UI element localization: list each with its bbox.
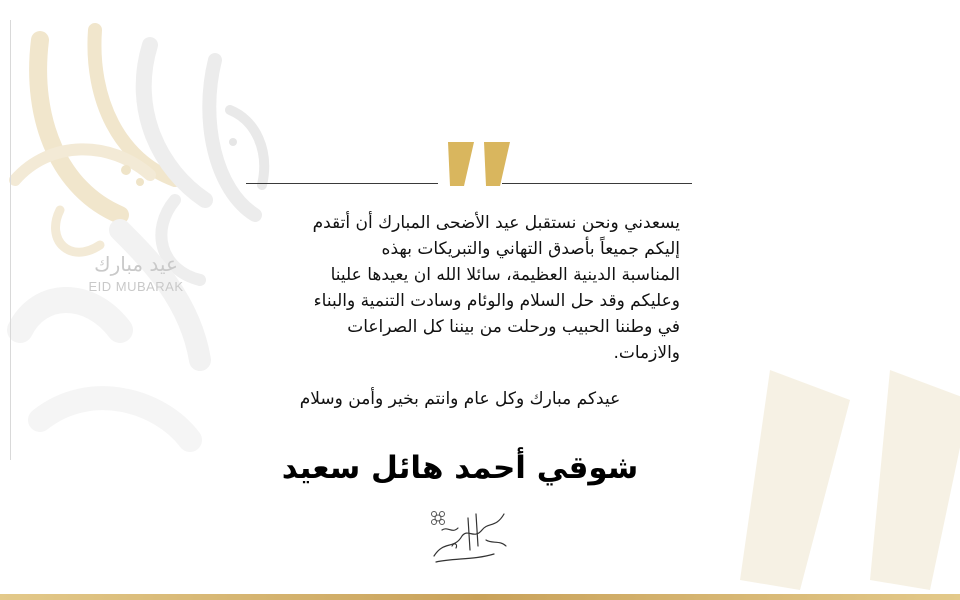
- message-line: المناسبة الدينية العظيمة، سائلا الله ان يعيدها علينا: [330, 265, 680, 285]
- closing-greeting: عيدكم مبارك وكل عام وانتم بخير وأمن وسلام: [299, 389, 621, 409]
- eid-caption-arabic: عيد مبارك: [94, 252, 178, 276]
- message-line: في وطننا الحبيب ورحلت من بيننا كل الصراعات: [347, 317, 680, 337]
- message-line: والازمات.: [613, 343, 680, 363]
- greeting-message: [240, 210, 680, 366]
- left-divider: [10, 20, 11, 460]
- quote-mark-icon: [446, 140, 514, 188]
- message-line: إليكم جميعاً بأصدق التهاني والتبريكات بهذه: [381, 239, 680, 259]
- divider-line-left: [246, 183, 438, 184]
- sender-name: شوقي أحمد هائل سعيد: [281, 450, 639, 486]
- eid-caption-english: EID MUBARAK: [88, 279, 184, 294]
- background-quote-icon: [730, 360, 960, 600]
- message-line: وعليكم وقد حل السلام والوئام وسادت التنمية والبناء: [313, 291, 680, 311]
- message-line: يسعدني ونحن نستقبل عيد الأضحى المبارك أن أتقدم: [312, 213, 680, 233]
- signature-icon: [424, 500, 520, 568]
- bottom-gold-bar: [0, 594, 960, 600]
- flower-icon: [432, 512, 445, 525]
- divider-line-right: [502, 183, 692, 184]
